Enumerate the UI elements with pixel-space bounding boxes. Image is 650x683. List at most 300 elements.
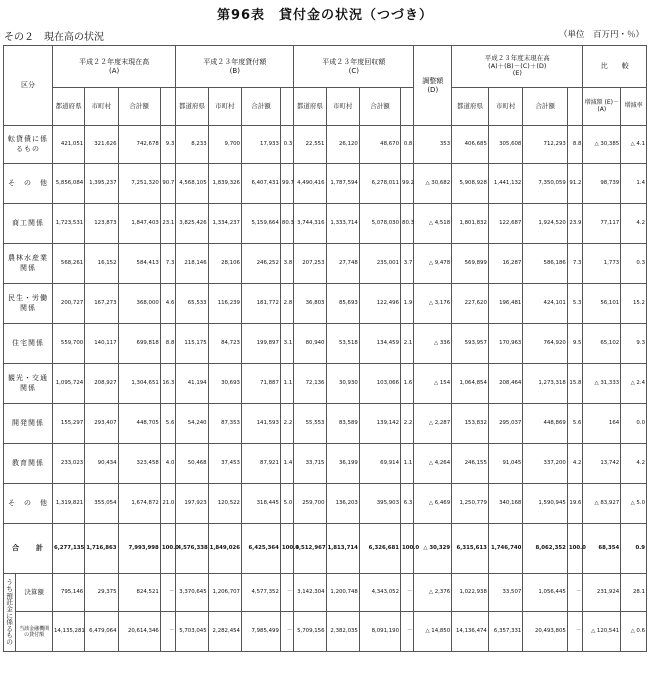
rows.5-cell: △ 336 [414, 324, 452, 364]
trust_rows.0-cell: 4,577,352 [241, 574, 280, 612]
rows.2-cell: 77,117 [583, 204, 621, 244]
rows.7-cell: 293,407 [85, 404, 118, 444]
rows.8-cell: 323,458 [118, 444, 160, 484]
row-label: 住宅関係 [4, 324, 53, 364]
rows.9-cell: 19.6 [567, 484, 583, 524]
rows.7-cell: 5.6 [160, 404, 176, 444]
rows.1-cell: 1,787,594 [326, 164, 359, 204]
table-title: 第96表 貸付金の状況（つづき） [216, 8, 434, 23]
table-row [4, 244, 647, 284]
trust_rows.1-cell: 20,493,805 [523, 612, 567, 652]
header-group-a: 平成２２年度末現在高 (A) [52, 46, 175, 88]
rows.3-cell: 3.8 [280, 244, 293, 284]
rows.7-cell: 141,593 [241, 404, 280, 444]
rows.8-cell: 69,914 [359, 444, 400, 484]
rows.1-cell: 4,568,105 [176, 164, 208, 204]
rows.7-cell: △ 2,287 [414, 404, 452, 444]
rows.2-cell: 80.3 [280, 204, 293, 244]
rows.1-cell: 90.7 [160, 164, 176, 204]
trust_rows.0-cell: 4,343,052 [359, 574, 400, 612]
rows.0-cell: 353 [414, 126, 452, 164]
rows.0-cell: 9.3 [160, 126, 176, 164]
rows.3-cell: 28,106 [208, 244, 241, 284]
total-cell: 100.0 [401, 524, 414, 574]
loan-balance-table [3, 45, 647, 652]
total-cell: 4,576,338 [176, 524, 208, 574]
trust_rows.0-cell: 1,200,748 [326, 574, 359, 612]
rows.0-cell: 321,626 [85, 126, 118, 164]
trust_rows.0-cell: 795,146 [52, 574, 84, 612]
rows.1-cell: 1,395,237 [85, 164, 118, 204]
rows.6-cell: 103,066 [359, 364, 400, 404]
trust_rows.0-cell: 824,521 [118, 574, 160, 612]
rows.9-cell: 21.0 [160, 484, 176, 524]
rows.0-cell: △ 30,385 [583, 126, 621, 164]
total-row [4, 524, 647, 574]
trust_rows.0-cell: 3,370,645 [176, 574, 208, 612]
rows.2-cell: 1,847,403 [118, 204, 160, 244]
total-cell: 1,813,714 [326, 524, 359, 574]
rows.0-cell: 26,120 [326, 126, 359, 164]
total-cell: △ 30,329 [414, 524, 452, 574]
trust_rows.0-cell: 29,375 [85, 574, 118, 612]
rows.2-cell: 3,825,426 [176, 204, 208, 244]
header-adjustment: 調整額 (D) [414, 46, 452, 126]
header-category: 区分 [4, 46, 53, 126]
rows.0-cell: 48,670 [359, 126, 400, 164]
rows.7-cell: 55,553 [294, 404, 326, 444]
rows.1-cell: 6,407,431 [241, 164, 280, 204]
header-sum-a: 合計額 [118, 88, 160, 126]
rows.5-cell: 84,723 [208, 324, 241, 364]
trust-group-label [4, 574, 16, 652]
rows.3-cell: 235,001 [359, 244, 400, 284]
rows.9-cell: 136,203 [326, 484, 359, 524]
header-city-b: 市町村 [208, 88, 241, 126]
rows.6-cell: 15.8 [567, 364, 583, 404]
rows.6-cell: 1.1 [280, 364, 293, 404]
trust_rows.1-cell: 6,479,064 [85, 612, 118, 652]
rows.4-cell: 85,693 [326, 284, 359, 324]
header-pct-b [280, 88, 293, 126]
rows.3-cell: 7.3 [567, 244, 583, 284]
header-group-e: 平成２３年度末現在高 (A)＋(B)－(C)＋(D) (E) [452, 46, 583, 88]
trust_rows.1-cell: △ 14,850 [414, 612, 452, 652]
rows.1-cell: 7,350,059 [523, 164, 567, 204]
rows.7-cell: 87,353 [208, 404, 241, 444]
rows.8-cell: 337,200 [523, 444, 567, 484]
trust_rows.1-cell: 8,091,190 [359, 612, 400, 652]
rows.6-cell: 30,930 [326, 364, 359, 404]
row-label: 教育関係 [4, 444, 53, 484]
header-pref-a: 都道府県 [52, 88, 84, 126]
trust_rows.1-cell: 14,136,474 [452, 612, 489, 652]
rows.0-cell: 421,051 [52, 126, 84, 164]
trust_rows.0-cell: 1,206,707 [208, 574, 241, 612]
rows.8-cell: 1.4 [280, 444, 293, 484]
rows.2-cell: 23.9 [567, 204, 583, 244]
rows.2-cell: 1,801,832 [452, 204, 489, 244]
trust_rows.0-cell: － [280, 574, 293, 612]
rows.8-cell: 4.2 [621, 444, 647, 484]
rows.9-cell: 1,674,872 [118, 484, 160, 524]
rows.7-cell: 153,832 [452, 404, 489, 444]
rows.3-cell: 207,253 [294, 244, 326, 284]
rows.6-cell: 1,273,318 [523, 364, 567, 404]
total-cell: 100.0 [160, 524, 176, 574]
rows.3-cell: △ 9,478 [414, 244, 452, 284]
trust-row [4, 574, 647, 612]
rows.0-cell: 305,608 [488, 126, 522, 164]
rows.3-cell: 218,146 [176, 244, 208, 284]
rows.2-cell: 23.1 [160, 204, 176, 244]
rows.1-cell: 91.2 [567, 164, 583, 204]
rows.6-cell: △ 2.4 [621, 364, 647, 404]
rows.1-cell: 5,908,928 [452, 164, 489, 204]
rows.7-cell: 448,705 [118, 404, 160, 444]
rows.5-cell: 199,897 [241, 324, 280, 364]
total-cell: 6,277,135 [52, 524, 84, 574]
rows.4-cell: 122,496 [359, 284, 400, 324]
rows.7-cell: 155,297 [52, 404, 84, 444]
rows.8-cell: 233,023 [52, 444, 84, 484]
rows.2-cell: 5,159,664 [241, 204, 280, 244]
rows.0-cell: 22,551 [294, 126, 326, 164]
header-comparison: 比 較 [583, 46, 647, 88]
rows.3-cell: 569,899 [452, 244, 489, 284]
trust_rows.0-cell: 1,056,445 [523, 574, 567, 612]
rows.1-cell: 1,441,132 [488, 164, 522, 204]
table-row [4, 164, 647, 204]
trust_rows.0-cell: － [160, 574, 176, 612]
table-row [4, 444, 647, 484]
rows.2-cell: △ 4,518 [414, 204, 452, 244]
rows.4-cell: 36,803 [294, 284, 326, 324]
total-cell: 6,326,681 [359, 524, 400, 574]
rows.9-cell: 5.0 [280, 484, 293, 524]
rows.6-cell: 208,927 [85, 364, 118, 404]
rows.2-cell: 3,744,316 [294, 204, 326, 244]
rows.5-cell: 3.1 [280, 324, 293, 364]
header-pref-e: 都道府県 [452, 88, 489, 126]
table-row [4, 484, 647, 524]
rows.2-cell: 80.3 [401, 204, 414, 244]
rows.4-cell: 196,481 [488, 284, 522, 324]
rows.1-cell: 1,839,326 [208, 164, 241, 204]
trust_rows.1-cell: － [160, 612, 176, 652]
rows.2-cell: 1,924,520 [523, 204, 567, 244]
rows.5-cell: 9.3 [621, 324, 647, 364]
rows.0-cell: 9,700 [208, 126, 241, 164]
rows.6-cell: 1,064,854 [452, 364, 489, 404]
rows.7-cell: 83,589 [326, 404, 359, 444]
trust_rows.1-cell: 2,282,454 [208, 612, 241, 652]
rows.7-cell: 448,869 [523, 404, 567, 444]
total-cell: 100.0 [280, 524, 293, 574]
rows.8-cell: 50,468 [176, 444, 208, 484]
rows.4-cell: 200,727 [52, 284, 84, 324]
rows.5-cell: 2.1 [401, 324, 414, 364]
row-label: 民生・労働関係 [4, 284, 53, 324]
rows.4-cell: 5.3 [567, 284, 583, 324]
rows.6-cell: 208,464 [488, 364, 522, 404]
rows.0-cell: 742,678 [118, 126, 160, 164]
row-label: そ の 他 [4, 164, 53, 204]
total-label: 合 計 [4, 524, 53, 574]
trust_rows.1-cell: － [280, 612, 293, 652]
total-cell: 7,993,998 [118, 524, 160, 574]
rows.4-cell: △ 3,176 [414, 284, 452, 324]
rows.8-cell: 37,453 [208, 444, 241, 484]
rows.6-cell: △ 31,333 [583, 364, 621, 404]
rows.7-cell: 0.0 [621, 404, 647, 444]
rows.2-cell: 5,078,030 [359, 204, 400, 244]
rows.5-cell: 699,818 [118, 324, 160, 364]
header-sum-e: 合計額 [523, 88, 567, 126]
rows.3-cell: 0.3 [621, 244, 647, 284]
rows.1-cell: 6,278,011 [359, 164, 400, 204]
unit-label: （単位 百万円・％） [558, 30, 644, 40]
rows.8-cell: △ 4,264 [414, 444, 452, 484]
rows.4-cell: 56,101 [583, 284, 621, 324]
rows.3-cell: 7.3 [160, 244, 176, 284]
rows.5-cell: 140,117 [85, 324, 118, 364]
rows.7-cell: 5.6 [567, 404, 583, 444]
rows.9-cell: △ 83,927 [583, 484, 621, 524]
rows.7-cell: 139,142 [359, 404, 400, 444]
rows.6-cell: 41,194 [176, 364, 208, 404]
row-label: 観光・交通関係 [4, 364, 53, 404]
rows.2-cell: 1,333,714 [326, 204, 359, 244]
trust_rows.1-cell: － [401, 612, 414, 652]
trust-row-label: 決算額 [16, 574, 53, 612]
rows.5-cell: 559,700 [52, 324, 84, 364]
rows.2-cell: 1,334,237 [208, 204, 241, 244]
rows.9-cell: 340,168 [488, 484, 522, 524]
rows.3-cell: 246,252 [241, 244, 280, 284]
rows.1-cell: 1.4 [621, 164, 647, 204]
rows.4-cell: 167,273 [85, 284, 118, 324]
table-row [4, 284, 647, 324]
trust_rows.1-cell: 14,135,281 [52, 612, 84, 652]
rows.8-cell: 246,155 [452, 444, 489, 484]
trust_rows.0-cell: 1,022,938 [452, 574, 489, 612]
rows.9-cell: 120,522 [208, 484, 241, 524]
rows.9-cell: 395,903 [359, 484, 400, 524]
rows.4-cell: 424,101 [523, 284, 567, 324]
rows.0-cell: 406,685 [452, 126, 489, 164]
rows.5-cell: 593,957 [452, 324, 489, 364]
header-pref-c: 都道府県 [294, 88, 326, 126]
rows.0-cell: 0.8 [401, 126, 414, 164]
rows.9-cell: 318,445 [241, 484, 280, 524]
trust_rows.0-cell: 28.1 [621, 574, 647, 612]
total-cell: 6,425,364 [241, 524, 280, 574]
rows.6-cell: 71,887 [241, 364, 280, 404]
rows.4-cell: 4.6 [160, 284, 176, 324]
rows.5-cell: 170,963 [488, 324, 522, 364]
rows.8-cell: 90,434 [85, 444, 118, 484]
rows.8-cell: 91,045 [488, 444, 522, 484]
header-pref-b: 都道府県 [176, 88, 208, 126]
rows.8-cell: 4.0 [160, 444, 176, 484]
rows.8-cell: 87,921 [241, 444, 280, 484]
rows.6-cell: 1.6 [401, 364, 414, 404]
rows.6-cell: 1,304,651 [118, 364, 160, 404]
rows.6-cell: 16.3 [160, 364, 176, 404]
rows.6-cell: 30,693 [208, 364, 241, 404]
row-label: 開発関係 [4, 404, 53, 444]
row-label: そ の 他 [4, 484, 53, 524]
rows.7-cell: 54,240 [176, 404, 208, 444]
rows.3-cell: 568,261 [52, 244, 84, 284]
rows.5-cell: 9.5 [567, 324, 583, 364]
header-pct-a [160, 88, 176, 126]
rows.6-cell: △ 154 [414, 364, 452, 404]
row-label: 農林水産業関係 [4, 244, 53, 284]
header-group-b: 平成２３年度貸付額 (B) [176, 46, 294, 88]
rows.5-cell: 53,518 [326, 324, 359, 364]
rows.8-cell: 4.2 [567, 444, 583, 484]
rows.8-cell: 33,715 [294, 444, 326, 484]
rows.4-cell: 116,239 [208, 284, 241, 324]
rows.3-cell: 584,413 [118, 244, 160, 284]
rows.1-cell: 98,739 [583, 164, 621, 204]
header-city-c: 市町村 [326, 88, 359, 126]
header-sum-c: 合計額 [359, 88, 400, 126]
total-cell: 6,315,613 [452, 524, 489, 574]
trust_rows.0-cell: － [401, 574, 414, 612]
rows.9-cell: 1,590,945 [523, 484, 567, 524]
rows.3-cell: 3.7 [401, 244, 414, 284]
table-row [4, 324, 647, 364]
rows.4-cell: 368,000 [118, 284, 160, 324]
rows.2-cell: 1,723,531 [52, 204, 84, 244]
rows.0-cell: 0.3 [280, 126, 293, 164]
rows.9-cell: △ 6,469 [414, 484, 452, 524]
header-rate: 増減率 [621, 88, 647, 126]
rows.7-cell: 2.2 [401, 404, 414, 444]
rows.8-cell: 1.1 [401, 444, 414, 484]
row-label: 商工関係 [4, 204, 53, 244]
header-diff: 増減額 (E)－(A) [583, 88, 621, 126]
rows.9-cell: 1,319,821 [52, 484, 84, 524]
rows.3-cell: 586,186 [523, 244, 567, 284]
header-pct-c [401, 88, 414, 126]
trust-group-text: うち預託金に係るもの [6, 578, 13, 646]
trust_rows.1-cell: △ 120,541 [583, 612, 621, 652]
rows.5-cell: 134,459 [359, 324, 400, 364]
rows.0-cell: 17,933 [241, 126, 280, 164]
rows.4-cell: 15.2 [621, 284, 647, 324]
rows.1-cell: 5,856,084 [52, 164, 84, 204]
total-cell: 100.0 [567, 524, 583, 574]
rows.4-cell: 2.8 [280, 284, 293, 324]
section-subtitle: その２ 現在高の状況 [4, 32, 104, 43]
table-row [4, 404, 647, 444]
rows.1-cell: 99.2 [401, 164, 414, 204]
trust_rows.1-cell: 20,614,346 [118, 612, 160, 652]
rows.9-cell: 6.3 [401, 484, 414, 524]
rows.4-cell: 1.9 [401, 284, 414, 324]
rows.8-cell: 13,742 [583, 444, 621, 484]
trust_rows.1-cell: 5,709,156 [294, 612, 326, 652]
rows.7-cell: 164 [583, 404, 621, 444]
rows.0-cell: 712,293 [523, 126, 567, 164]
trust_rows.1-cell: 7,985,499 [241, 612, 280, 652]
trust-row [4, 612, 647, 652]
total-cell: 1,716,863 [85, 524, 118, 574]
table-row [4, 126, 647, 164]
rows.6-cell: 1,095,724 [52, 364, 84, 404]
rows.2-cell: 122,687 [488, 204, 522, 244]
rows.8-cell: 36,199 [326, 444, 359, 484]
trust_rows.1-cell: 2,382,035 [326, 612, 359, 652]
row-label: 転貸債に係るもの [4, 126, 53, 164]
trust_rows.0-cell: 33,507 [488, 574, 522, 612]
rows.1-cell: △ 30,682 [414, 164, 452, 204]
rows.7-cell: 295,037 [488, 404, 522, 444]
rows.9-cell: 1,250,779 [452, 484, 489, 524]
total-cell: 1,849,026 [208, 524, 241, 574]
rows.1-cell: 7,251,320 [118, 164, 160, 204]
rows.6-cell: 72,136 [294, 364, 326, 404]
trust_rows.1-cell: △ 0.6 [621, 612, 647, 652]
rows.4-cell: 181,772 [241, 284, 280, 324]
trust_rows.0-cell: △ 2,376 [414, 574, 452, 612]
table-row [4, 364, 647, 404]
trust_rows.1-cell: 6,357,331 [488, 612, 522, 652]
rows.2-cell: 123,873 [85, 204, 118, 244]
rows.2-cell: 4.2 [621, 204, 647, 244]
rows.1-cell: 4,490,416 [294, 164, 326, 204]
rows.3-cell: 27,748 [326, 244, 359, 284]
trust_rows.1-cell: － [567, 612, 583, 652]
total-cell: 68,354 [583, 524, 621, 574]
rows.0-cell: 8.8 [567, 126, 583, 164]
rows.4-cell: 65,533 [176, 284, 208, 324]
rows.0-cell: 8,233 [176, 126, 208, 164]
rows.9-cell: 259,700 [294, 484, 326, 524]
rows.1-cell: 99.7 [280, 164, 293, 204]
rows.5-cell: 65,102 [583, 324, 621, 364]
rows.5-cell: 764,920 [523, 324, 567, 364]
header-city-e: 市町村 [488, 88, 522, 126]
rows.9-cell: 355,054 [85, 484, 118, 524]
rows.3-cell: 1,773 [583, 244, 621, 284]
header-sum-b: 合計額 [241, 88, 280, 126]
rows.3-cell: 16,287 [488, 244, 522, 284]
header-city-a: 市町村 [85, 88, 118, 126]
table-row [4, 204, 647, 244]
trust_rows.0-cell: － [567, 574, 583, 612]
rows.4-cell: 227,620 [452, 284, 489, 324]
rows.7-cell: 2.2 [280, 404, 293, 444]
rows.3-cell: 16,152 [85, 244, 118, 284]
header-group-c: 平成２３年度回収額 (C) [294, 46, 414, 88]
rows.9-cell: △ 5.0 [621, 484, 647, 524]
trust_rows.1-cell: 5,703,045 [176, 612, 208, 652]
header-pct-e [567, 88, 583, 126]
rows.5-cell: 115,175 [176, 324, 208, 364]
total-cell: 0.9 [621, 524, 647, 574]
trust_rows.0-cell: 231,924 [583, 574, 621, 612]
total-cell: 8,062,352 [523, 524, 567, 574]
total-cell: 1,746,740 [488, 524, 522, 574]
total-cell: 4,512,967 [294, 524, 326, 574]
rows.5-cell: 80,940 [294, 324, 326, 364]
rows.5-cell: 8.8 [160, 324, 176, 364]
